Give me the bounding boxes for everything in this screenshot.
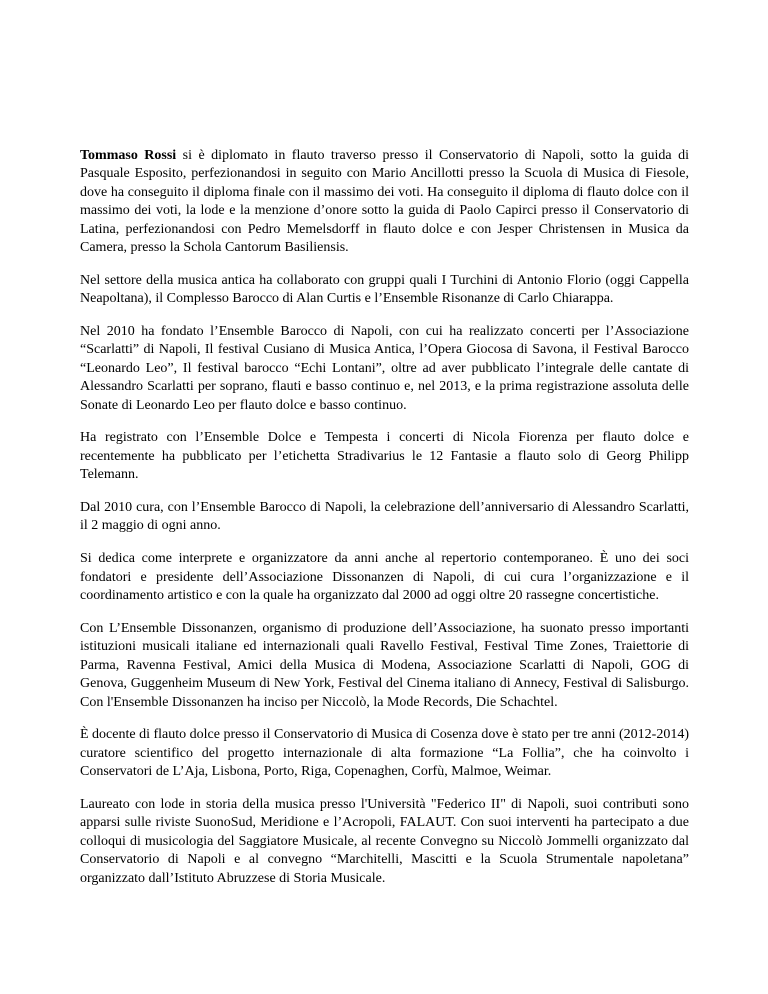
paragraph-ensemble-barocco: Nel 2010 ha fondato l’Ensemble Barocco di Napoli, con cui ha realizzato concerti per l’Associazione “Scarlatti” di Napoli, Il festival Cusiano di Musica Antica, l’Opera Giocosa di Savona, il Festival Barocco “Leonardo Leo”, Il festival barocco “Echi Lontani”, oltre ad aver pubblicato l’integrale delle cantate di Alessandro Scarlatti per soprano, flauti e basso continuo e, nel 2013, e la prima registrazione assoluta delle Sonate di Leonardo Leo per flauto dolce e basso continuo. <box>80 324 689 413</box>
paragraph-intro <box>80 147 689 257</box>
author-name: Tommaso Rossi <box>80 148 177 163</box>
paragraph-dissonanzen: Con L’Ensemble Dissonanzen, organismo di produzione dell’Associazione, ha suonato presso importanti istituzioni musicali italiane ed internazionali quali Ravello Festival, Festival Time Zones, Traiettorie di Parma, Ravenna Festival, Amici della Musica di Modena, Associazione Scarlatti di Napoli, GOG di Genova, Guggenheim Museum di New York, Festival del Cinema italiano di Annecy, Festival di Salisburgo. Con l'Ensemble Dissonanzen ha inciso per Niccolò, la Mode Records, Die Schachtel. <box>80 620 689 710</box>
paragraph-contemporary: Si dedica come interprete e organizzatore da anni anche al repertorio contemporaneo. È uno dei soci fondatori e presidente dell’Associazione Dissonanzen di Napoli, di cui cura l’organizzazione e il coordinamento artistico e con la quale ha organizzato dal 2000 ad oggi oltre 20 rassegne concertistiche. <box>80 551 689 604</box>
paragraph-text: si è diplomato in flauto traverso presso il Conservatorio di Napoli, sotto la guida di Pasquale Esposito, perfezionandosi in seguito con Mario Ancillotti presso la Scuola di Musica di Fiesole, dove ha conseguito il diploma finale con il massimo dei voti. Ha conseguito il diploma di flauto dolce con il massimo dei voti, la lode e la menzione d’onore sotto la guida di Paolo Capirci presso il Conservatorio di Latina, perfezionandosi con Pedro Memelsdorff in flauto dolce e con Jesper Christensen in Musica da Camera, presso la Schola Cantorum Basiliensis. <box>80 148 689 256</box>
paragraph-anniversary: Dal 2010 cura, con l’Ensemble Barocco di Napoli, la celebrazione dell’anniversario di Alessandro Scarlatti, il 2 maggio di ogni anno. <box>80 500 689 534</box>
paragraph-teaching: È docente di flauto dolce presso il Conservatorio di Musica di Cosenza dove è stato per tre anni (2012-2014) curatore scientifico del progetto internazionale di alta formazione “La Follia”, che ha coinvolto i Conservatori de L’Aja, Lisbona, Porto, Riga, Copenaghen, Corfù, Malmoe, Weimar. <box>80 727 689 780</box>
paragraph-recordings: Ha registrato con l’Ensemble Dolce e Tempesta i concerti di Nicola Fiorenza per flauto dolce e recentemente ha pubblicato per l’etichetta Stradivarius le 12 Fantasie a flauto solo di Georg Philipp Telemann. <box>80 430 689 483</box>
paragraph-musicology: Laureato con lode in storia della musica presso l'Università "Federico II" di Napoli, suoi contributi sono apparsi sulle riviste SuonoSud, Meridione e l’Acropoli, FALAUT. Con suoi interventi ha partecipato a due colloqui di musicologia del Saggiatore Musicale, al recente Convegno su Niccolò Jommelli organizzato dal Conservatorio di Napoli e al convegno “Marchitelli, Mascitti e la Scuola Strumentale napoletana” organizzato dall’Istituto Abruzzese di Storia Musicale. <box>80 796 689 886</box>
document-page <box>80 147 689 902</box>
paragraph-early-music: Nel settore della musica antica ha collaborato con gruppi quali I Turchini di Antonio Florio (oggi Cappella Neapoltana), il Complesso Barocco di Alan Curtis e l’Ensemble Risonanze di Carlo Chiarappa. <box>80 272 689 307</box>
